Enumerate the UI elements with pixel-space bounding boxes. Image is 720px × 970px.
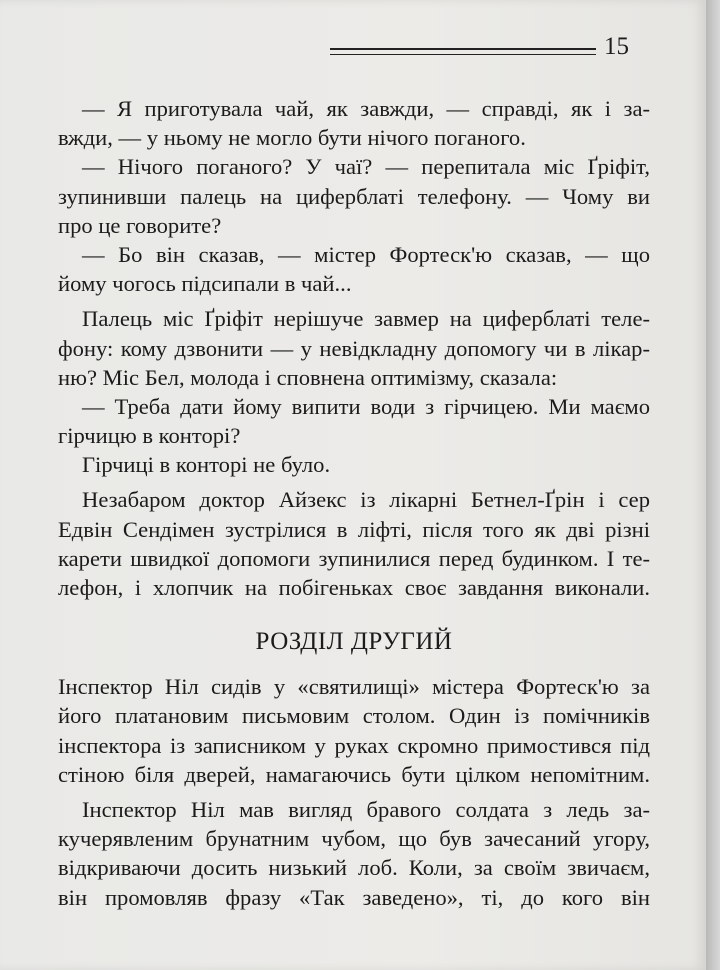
paragraph [58, 450, 650, 479]
paragraph [58, 304, 650, 392]
text-line: його платановим письмовим столом. Один із помічників [58, 703, 650, 729]
text-line: інспектора із записником у руках скромно примостився під [58, 732, 650, 758]
text-line: — Треба дати йому випити води з гірчицею. Ми маємо [82, 393, 650, 419]
text-line: Інспектор Ніл мав вигляд бравого солдата з ледь за- [82, 796, 650, 822]
paragraph [58, 240, 650, 298]
text-line: він промовляв фразу «Так заведено», ті, до кого він [58, 884, 650, 910]
text-line: — Бо він сказав, — містер Фортеск'ю сказав, — що [82, 241, 650, 267]
text-line: Інспектор Ніл сидів у «святилищі» містера Фортеск'ю за [58, 674, 650, 700]
page-edge [706, 0, 720, 970]
text-line: кучерявленим брунатним чубом, що був зачесаний угору, [58, 826, 650, 852]
text-line: стіною біля дверей, намагаючись бути цілком непомітним. [58, 761, 650, 787]
text-line: — Я приготувала чай, як завжди, — справді, як і за- [82, 96, 650, 121]
text-line: лефон, і хлопчик на побігеньках своє завдання виконали. [58, 575, 650, 600]
paragraph [58, 672, 650, 789]
text-line: — Нічого поганого? У чаї? — перепитала міс Ґріфіт, [82, 154, 650, 180]
page-number: 15 [604, 33, 629, 60]
header-rule [330, 48, 596, 55]
text-line: відкриваючи досить низький лоб. Коли, за своїм звичаєм, [58, 855, 650, 881]
body-text [58, 94, 650, 912]
paragraph [58, 485, 650, 602]
text-line: Палець міс Ґріфіт нерішуче завмер на циферблаті теле- [82, 306, 650, 332]
paragraph [58, 795, 650, 912]
text-line: про це говорите? [58, 212, 222, 238]
text-line: Гірчиці в конторі не було. [82, 452, 331, 478]
text-line: фону: кому дзвонити — у невідкладну допомогу чи в лікар- [58, 335, 650, 361]
text-line: Едвін Сендімен зустрілися в ліфті, після того як дві різні [58, 516, 650, 542]
paragraph [58, 152, 650, 240]
text-line: гірчицю в конторі? [58, 423, 241, 449]
chapter-title: РОЗДІЛ ДРУГИЙ [255, 628, 453, 656]
text-line: Незабаром доктор Айзекс із лікарні Бетнел-Ґрін і сер [82, 487, 650, 513]
text-line: вжди, — у ньому не могло бути нічого поганого. [58, 125, 526, 151]
text-line: ню? Міс Бел, молода і сповнена оптимізму, сказала: [58, 364, 558, 390]
paragraph [58, 94, 650, 152]
text-line: йому чогось підсипали в чай... [58, 271, 352, 297]
text-line: карети швидкої допомоги зупинилися перед будинком. І те- [58, 545, 650, 571]
paragraph [58, 392, 650, 450]
text-line: зупинивши палець на циферблаті телефону. — Чому ви [58, 183, 650, 209]
